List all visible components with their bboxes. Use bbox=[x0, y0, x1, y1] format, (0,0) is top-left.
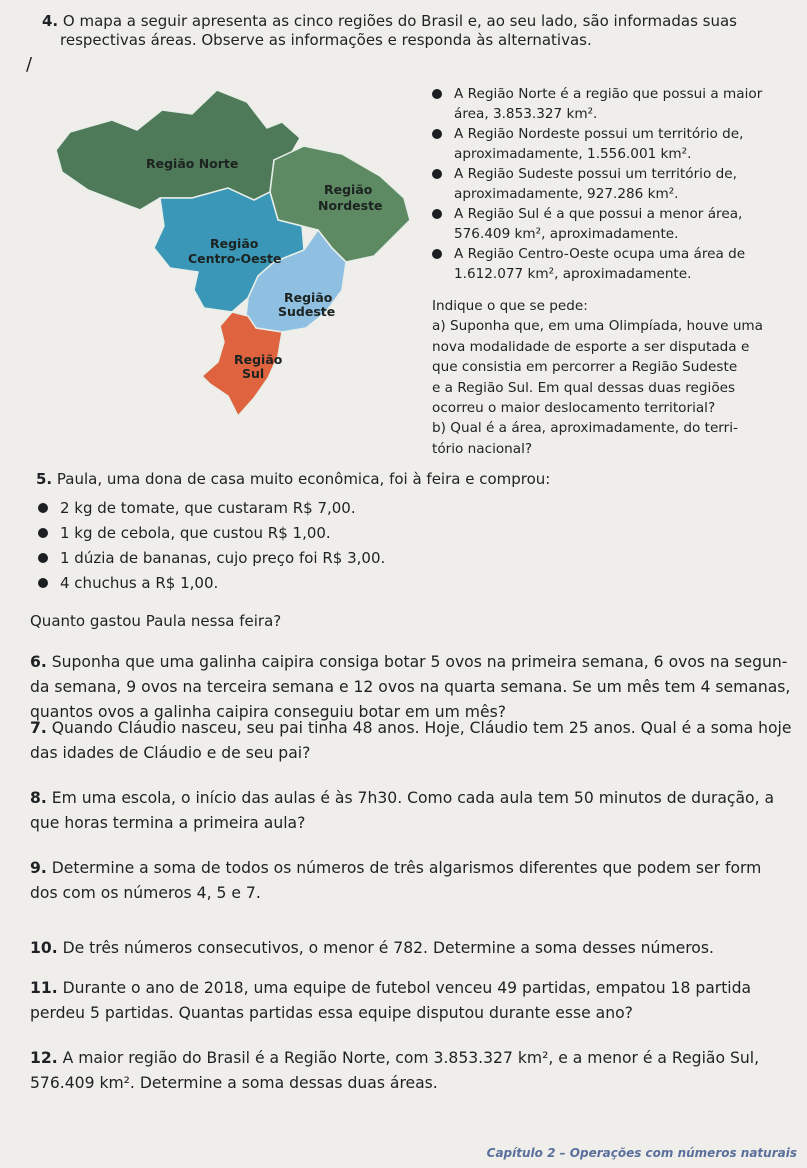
bullet-text: aproximadamente, 927.286 km². bbox=[454, 186, 679, 202]
question-12-line: A maior região do Brasil é a Região Norte, com 3.853.327 km², e a menor é a Região Sul, bbox=[62, 1049, 760, 1067]
list-item-text: 1 dúzia de bananas, cujo preço foi R$ 3,00. bbox=[60, 549, 386, 567]
question-5-number: 5. bbox=[36, 470, 53, 488]
bullet-text: A Região Centro-Oeste ocupa uma área de bbox=[454, 246, 746, 262]
question-10-line: De três números consecutivos, o menor é 782. Determine a soma desses números. bbox=[62, 939, 714, 957]
question-7-number: 7. bbox=[30, 719, 47, 737]
label-centro-oeste-2: Centro-Oeste bbox=[188, 251, 282, 266]
item-a-line: e a Região Sul. Em qual dessas duas regiões bbox=[432, 379, 736, 396]
bullet-text: área, 3.853.327 km². bbox=[454, 106, 598, 122]
bullet-dot-icon bbox=[38, 503, 48, 513]
bullet-text: 1.612.077 km², aproximadamente. bbox=[454, 266, 692, 282]
question-8-line: que horas termina a primeira aula? bbox=[30, 814, 306, 832]
label-nordeste-2: Nordeste bbox=[318, 198, 383, 213]
item-a-line: nova modalidade de esporte a ser disputada e bbox=[432, 338, 750, 355]
bullet-text: aproximadamente, 1.556.001 km². bbox=[454, 146, 692, 162]
label-centro-oeste-1: Região bbox=[210, 236, 259, 251]
question-6-line: Suponha que uma galinha caipira consiga botar 5 ovos na primeira semana, 6 ovos na segun- bbox=[51, 653, 788, 671]
list-item bbox=[38, 496, 385, 521]
question-4-intro bbox=[42, 12, 737, 50]
question-11-number: 11. bbox=[30, 979, 58, 997]
question-6 bbox=[30, 650, 790, 725]
bullet-dot-icon bbox=[432, 89, 442, 99]
bullet-text: A Região Nordeste possui um território de, bbox=[454, 126, 744, 142]
bullet-norte bbox=[432, 84, 762, 104]
question-9-line: Determine a soma de todos os números de três algarismos diferentes que podem ser form bbox=[51, 859, 762, 877]
chapter-footer: Capítulo 2 – Operações com números naturais bbox=[486, 1146, 797, 1160]
question-9 bbox=[30, 856, 761, 906]
list-item bbox=[38, 571, 385, 596]
question-7-line: das idades de Cláudio e de seu pai? bbox=[30, 744, 311, 762]
list-item-text: 2 kg de tomate, que custaram R$ 7,00. bbox=[60, 499, 356, 517]
bullet-dot-icon bbox=[38, 553, 48, 563]
bullet-text: A Região Norte é a região que possui a maior bbox=[454, 86, 763, 102]
bullet-dot-icon bbox=[432, 129, 442, 139]
question-10 bbox=[30, 936, 714, 961]
item-a-line: ocorreu o maior deslocamento territorial? bbox=[432, 400, 716, 417]
question-4-number: 4. bbox=[42, 12, 59, 30]
item-a-line: a) Suponha que, em uma Olimpíada, houve uma bbox=[432, 318, 764, 335]
question-11 bbox=[30, 976, 751, 1026]
question-6-line: quantos ovos a galinha caipira conseguiu botar em um mês? bbox=[30, 703, 506, 721]
bullet-dot-icon bbox=[38, 528, 48, 538]
question-12 bbox=[30, 1046, 759, 1096]
bullet-dot-icon bbox=[432, 169, 442, 179]
question-8 bbox=[30, 786, 774, 836]
list-item bbox=[38, 521, 385, 546]
question-5-items bbox=[38, 496, 385, 596]
question-12-line: 576.409 km². Determine a soma dessas duas áreas. bbox=[30, 1074, 438, 1092]
question-7-line: Quando Cláudio nasceu, seu pai tinha 48 anos. Hoje, Cláudio tem 25 anos. Qual é a soma hoje bbox=[51, 719, 792, 737]
question-11-line: perdeu 5 partidas. Quantas partidas essa equipe disputou durante esse ano? bbox=[30, 1004, 633, 1022]
region-area-list bbox=[432, 84, 762, 284]
item-b-line: b) Qual é a área, aproximadamente, do terri- bbox=[432, 420, 738, 437]
question-10-number: 10. bbox=[30, 939, 58, 957]
question-6-line: da semana, 9 ovos na terceira semana e 12 ovos na quarta semana. Se um mês tem 4 semanas, bbox=[30, 678, 791, 696]
question-4-line-1: O mapa a seguir apresenta as cinco regiões do Brasil e, ao seu lado, são informadas suas bbox=[62, 12, 737, 30]
bullet-text: A Região Sudeste possui um território de, bbox=[454, 166, 737, 182]
question-5-body: Paula, uma dona de casa muito econômica, foi à feira e comprou: bbox=[56, 470, 551, 488]
bullet-nordeste bbox=[432, 124, 762, 144]
bullet-dot-icon bbox=[432, 249, 442, 259]
question-4-prompt: Indique o que se pede: bbox=[432, 298, 588, 314]
item-a-line: que consistia em percorrer a Região Sudeste bbox=[432, 359, 738, 376]
question-8-number: 8. bbox=[30, 789, 47, 807]
region-norte bbox=[56, 90, 300, 210]
list-item bbox=[38, 546, 385, 571]
bullet-sul bbox=[432, 204, 762, 224]
label-nordeste-1: Região bbox=[324, 182, 373, 197]
question-8-line: Em uma escola, o início das aulas é às 7h30. Como cada aula tem 50 minutos de duração, a bbox=[51, 789, 775, 807]
question-5-text bbox=[36, 470, 550, 488]
question-4-line-2: respectivas áreas. Observe as informações e responda às alternativas. bbox=[60, 31, 592, 49]
question-9-line: dos com os números 4, 5 e 7. bbox=[30, 884, 261, 902]
bullet-centro-oeste bbox=[432, 244, 762, 264]
question-11-line: Durante o ano de 2018, uma equipe de futebol venceu 49 partidas, empatou 18 partida bbox=[62, 979, 752, 997]
list-item-text: 1 kg de cebola, que custou R$ 1,00. bbox=[60, 524, 331, 542]
label-sudeste-2: Sudeste bbox=[278, 304, 336, 319]
question-4-subitems bbox=[432, 296, 763, 459]
bullet-dot-icon bbox=[432, 209, 442, 219]
bullet-text: A Região Sul é a que possui a menor área, bbox=[454, 206, 743, 222]
bullet-text: 576.409 km², aproximadamente. bbox=[454, 226, 679, 242]
list-item-text: 4 chuchus a R$ 1,00. bbox=[60, 574, 219, 592]
brazil-regions-map bbox=[42, 80, 442, 440]
question-6-number: 6. bbox=[30, 653, 47, 671]
question-7 bbox=[30, 716, 791, 766]
bullet-dot-icon bbox=[38, 578, 48, 588]
pencil-mark: / bbox=[26, 54, 33, 75]
question-5-ask: Quanto gastou Paula nessa feira? bbox=[30, 612, 282, 630]
question-9-number: 9. bbox=[30, 859, 47, 877]
label-sudeste-1: Região bbox=[284, 290, 333, 305]
label-sul-1: Região bbox=[234, 352, 283, 367]
question-12-number: 12. bbox=[30, 1049, 58, 1067]
label-sul-2: Sul bbox=[242, 366, 265, 381]
label-norte: Região Norte bbox=[146, 156, 239, 171]
item-b-line: tório nacional? bbox=[432, 440, 533, 457]
bullet-sudeste bbox=[432, 164, 762, 184]
